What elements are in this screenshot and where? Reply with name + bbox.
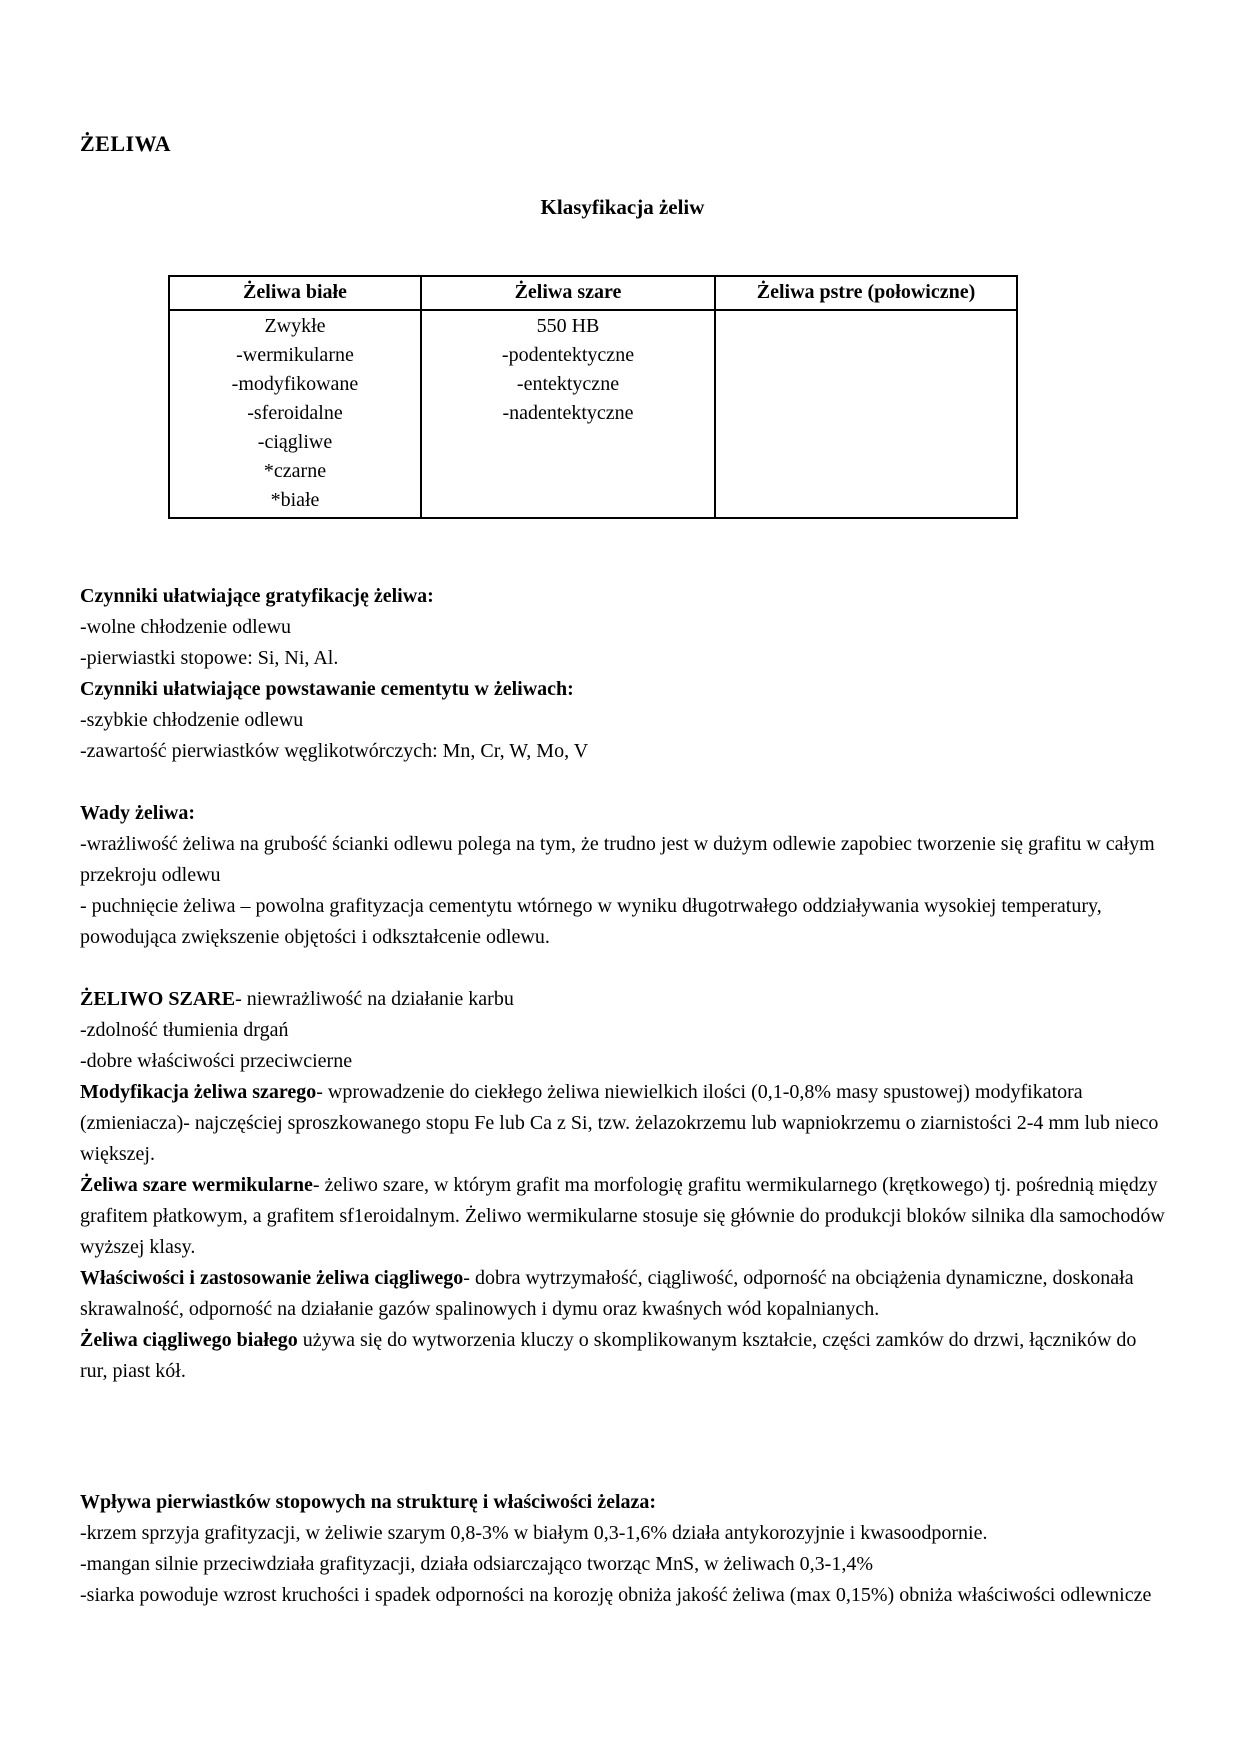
table-cell-line: -entektyczne [516,373,620,395]
paragraph-wlasciwosci [80,1263,1165,1325]
cell-lines-zeliwa-biale [174,312,416,515]
section-wady [80,798,1165,953]
document-subtitle: Klasyfikacja żeliw [540,195,705,219]
table-header-zeliwa-pstre: Żeliwa pstre (połowiczne) [715,276,1017,310]
bullet-line: -dobre właściwości przeciwcierne [80,1050,353,1072]
heading-czynniki-gratyfikacja: Czynniki ułatwiające gratyfikację żeliwa: [80,585,434,607]
bold-lead: Żeliwa ciągliwego białego [80,1329,298,1351]
table-cell-line: -ciągliwe [257,431,333,453]
lead-rest: - dobra wytrzymałość, ciągliwość, odporność na obciążenia dynamiczne, doskonała skrawalność, odporność na działanie gazów spalinowych i dymu oraz kwaśnych wód kopalnianych. [80,1267,1134,1320]
bullet-line: -szybkie chłodzenie odlewu [80,709,304,731]
table-cell-line: -nadentektyczne [502,402,634,424]
table-cell-zeliwa-szare [421,310,715,518]
table-cell-line: -podentektyczne [501,344,635,366]
table-cell-line: -wermikularne [236,344,354,366]
bullet-line: -wolne chłodzenie odlewu [80,616,292,638]
bold-lead: Właściwości i zastosowanie żeliwa ciągliwego [80,1267,464,1289]
lead-rest: - żeliwo szare, w którym grafit ma morfologię grafitu wermikularnego (krętkowego) tj. pośrednią między grafitem płatkowym, a grafitem sf1eroidalnym. Żeliwo wermikularne stosuje się głównie do produkcji bloków silnika dla samochodów wyższej klasy. [80,1174,1165,1258]
table-cell-line: *czarne [263,460,327,482]
page-title: ŻELIWA [80,131,172,156]
table-cell-line: -modyfikowane [231,373,359,395]
lead-rest: - wprowadzenie do ciekłego żeliwa niewielkich ilości (0,1-0,8% masy spustowej) modyfikatora (zmieniacza)- najczęściej sproszkowanego stopu Fe lub Ca z Si, tzw. żelazokrzemu lub wapniokrzemu o ziarnistości 2-4 mm lub nieco większej. [80,1081,1159,1165]
bullet-line: -siarka powoduje wzrost kruchości i spadek odporności na korozję obniża jakość żeliwa (max 0,15%) obniża właściwości odlewnicze [80,1584,1152,1606]
bullet-line: -pierwiastki stopowe: Si, Ni, Al. [80,647,339,669]
section-wplyw-pierwiastkow [80,1487,1165,1611]
table-cell-zeliwa-biale [169,310,421,518]
table-header-zeliwa-biale: Żeliwa białe [169,276,421,310]
classification-table [168,275,1018,519]
cell-lines-zeliwa-pstre [720,312,1012,510]
paragraph-wermikularne [80,1170,1165,1263]
table-cell-zeliwa-pstre [715,310,1017,518]
heading-czynniki-cementyt: Czynniki ułatwiające powstawanie cementytu w żeliwach: [80,678,574,700]
table-cell-line: Zwykłe [264,315,326,337]
table-cell-line: *białe [270,489,320,511]
bullet-line: -zawartość pierwiastków węglikotwórczych: Mn, Cr, W, Mo, V [80,740,589,762]
bullet-line: -krzem sprzyja grafityzacji, w żeliwie szarym 0,8-3% w białym 0,3-1,6% działa antykorozyjnie i kwasoodpornie. [80,1522,988,1544]
bullet-line: -mangan silnie przeciwdziała grafityzacji, działa odsiarczająco tworząc MnS, w żeliwach 0,3-1,4% [80,1553,873,1575]
bold-lead: Żeliwa szare wermikularne [80,1174,313,1196]
section-czynniki [80,581,1165,767]
table-header-zeliwa-szare: Żeliwa szare [421,276,715,310]
table-cell-line: -sferoidalne [247,402,343,424]
bold-lead: Modyfikacja żeliwa szarego [80,1081,317,1103]
cell-lines-zeliwa-szare [426,312,710,510]
bullet-line: -zdolność tłumienia drgań [80,1019,289,1041]
paragraph-modyfikacja [80,1077,1165,1170]
lead-rest: używa się do wytworzenia kluczy o skomplikowanym kształcie, części zamków do drzwi, łączników do rur, piast kół. [80,1329,1137,1382]
section-zeliwo-szare [80,984,1165,1387]
paragraph-ciagliwe-biale [80,1325,1165,1387]
lead-rest: - niewrażliwość na działanie karbu [235,988,514,1010]
heading-wplyw: Wpływa pierwiastków stopowych na strukturę i właściwości żelaza: [80,1491,657,1513]
paragraph: - puchnięcie żeliwa – powolna grafityzacja cementytu wtórnego w wyniku długotrwałego oddziaływania wysokiej temperatury, powodująca zwiększenie objętości i odkształcenie odlewu. [80,895,1102,948]
table-body-row [169,310,1017,518]
paragraph-zeliwo-szare [80,984,1165,1015]
table-cell-line: 550 HB [536,315,600,337]
heading-wady: Wady żeliwa: [80,802,195,824]
paragraph: -wrażliwość żeliwa na grubość ścianki odlewu polega na tym, że trudno jest w dużym odlewie zapobiec tworzenie się grafitu w całym przekroju odlewu [80,833,1155,886]
table-header-row [169,276,1017,310]
bold-lead: ŻELIWO SZARE [80,988,236,1010]
